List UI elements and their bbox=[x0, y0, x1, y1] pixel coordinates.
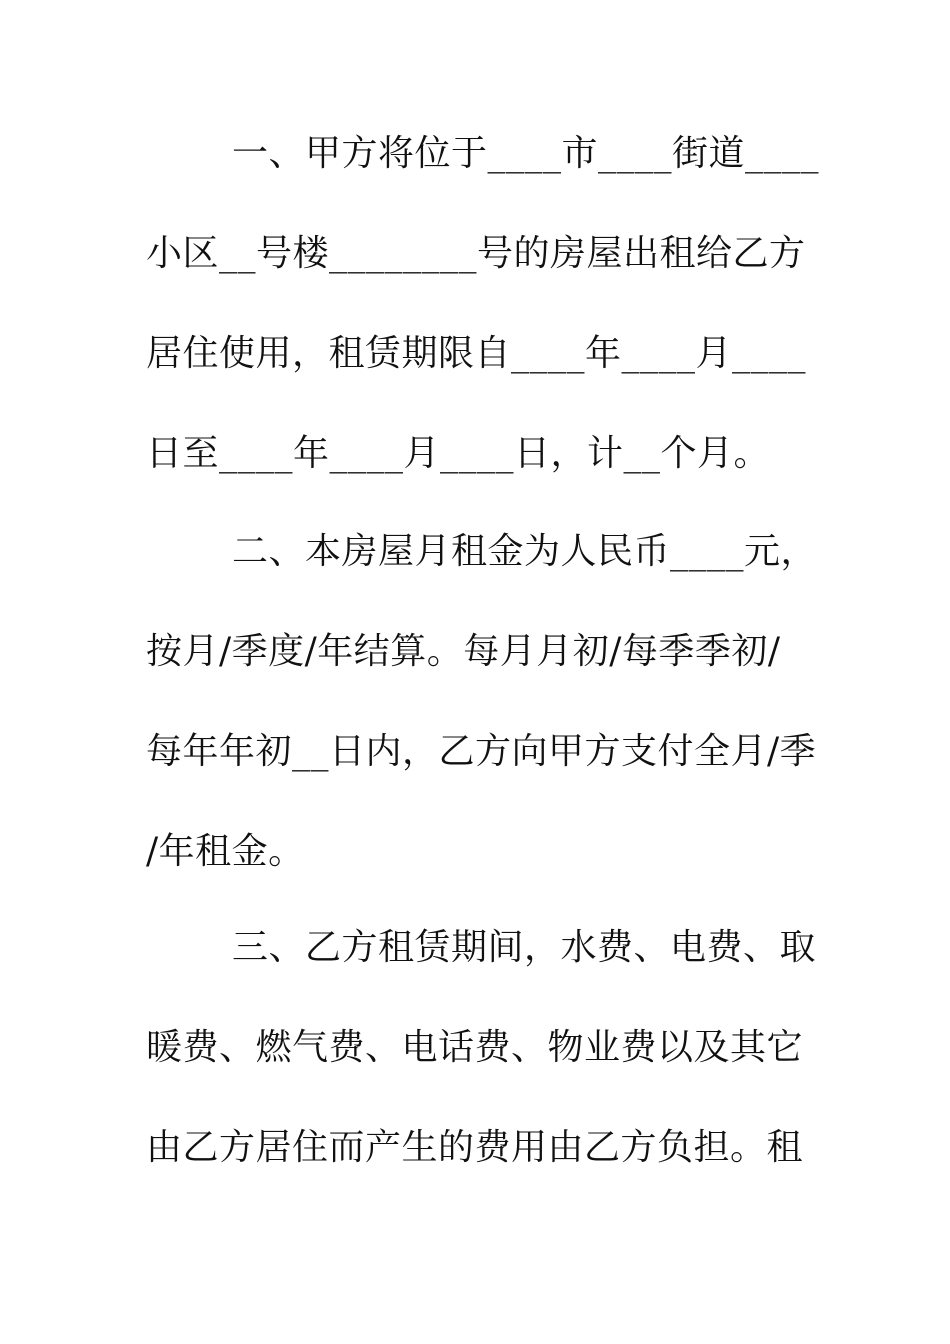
clause-1-line-1: 一、甲方将位于____市____街道____ bbox=[232, 133, 820, 174]
clause-3-line-1: 三、乙方租赁期间，水费、电费、取 bbox=[232, 927, 817, 968]
clause-1-line-2: 小区__号楼________号的房屋出租给乙方 bbox=[146, 233, 806, 274]
clause-3-line-2: 暖费、燃气费、电话费、物业费以及其它 bbox=[146, 1027, 804, 1068]
clause-2-line-3: 每年年初__日内，乙方向甲方支付全月/季 bbox=[146, 731, 817, 772]
clause-2-line-2: 按月/季度/年结算。每月月初/每季季初/ bbox=[146, 631, 781, 672]
clause-2-line-1: 二、本房屋月租金为人民币____元， bbox=[232, 531, 818, 572]
clause-1-line-3: 居住使用，租赁期限自____年____月____ bbox=[146, 333, 807, 374]
clause-2-line-4: /年租金。 bbox=[146, 831, 305, 872]
clause-3-line-3: 由乙方居住而产生的费用由乙方负担。租 bbox=[146, 1127, 804, 1168]
clause-1-line-4: 日至____年____月____日，计__个月。 bbox=[146, 433, 771, 474]
